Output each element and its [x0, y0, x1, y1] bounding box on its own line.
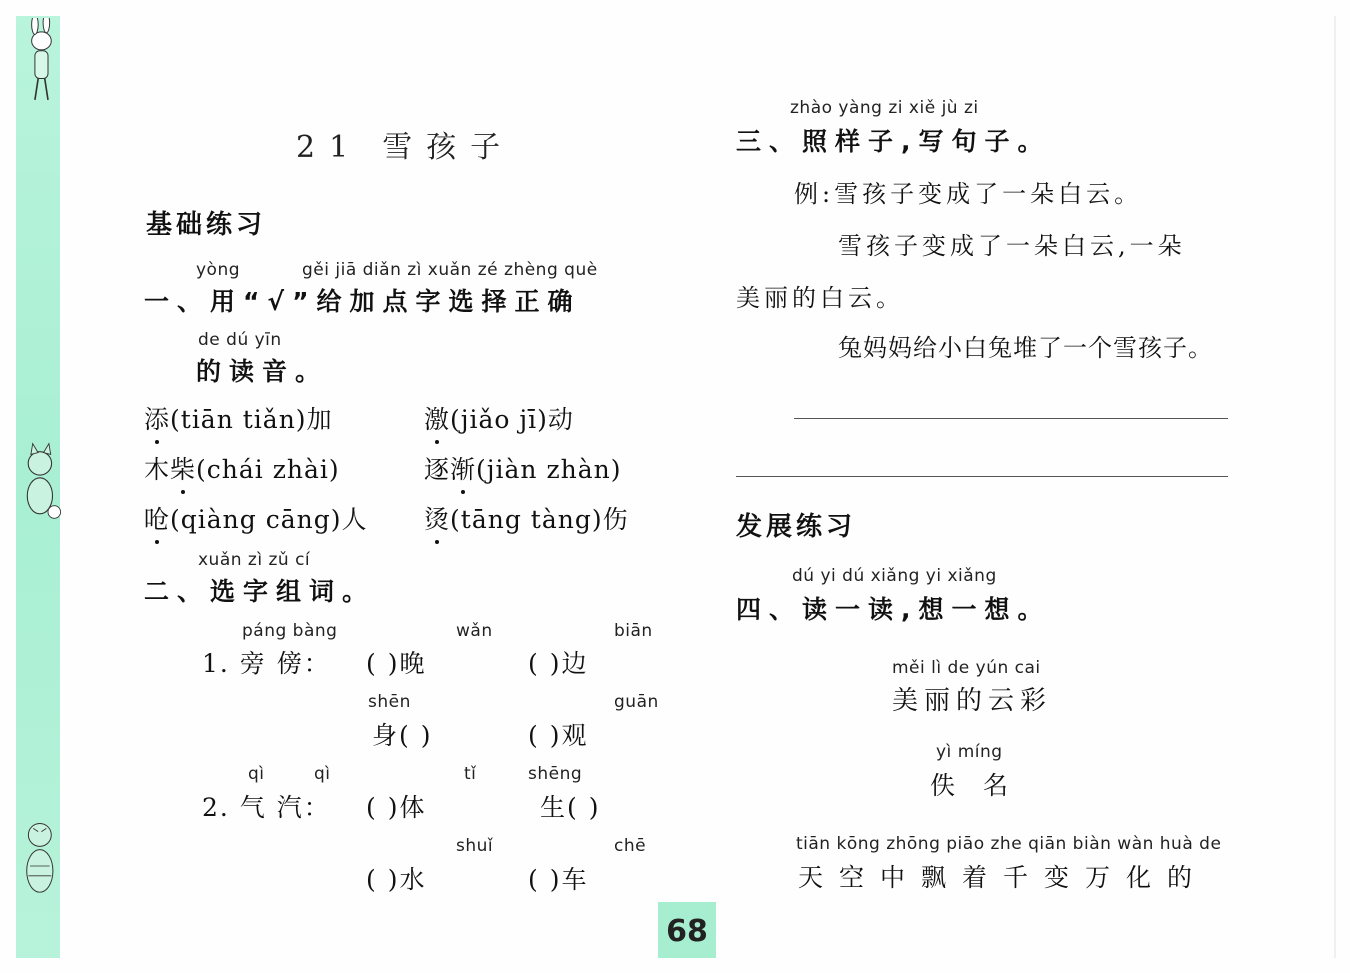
- q2-wan-pinyin: wǎn: [456, 621, 493, 641]
- poem-line1: 天空中飘着千变万化的: [798, 863, 1209, 892]
- cat-icon: [12, 440, 66, 530]
- poem-title: 美丽的云彩: [892, 686, 1053, 716]
- item-prefix: 逐: [424, 455, 451, 484]
- page-number: 68: [658, 902, 716, 958]
- q2-ti-pinyin: tǐ: [464, 764, 477, 784]
- q1-pinyin-line1: gěi jiā diǎn zì xuǎn zé zhèng què: [302, 260, 598, 280]
- item-options: (tiān tiǎn): [170, 405, 307, 434]
- q2-guan-blank: ( )观: [528, 721, 589, 750]
- q2-g2-label: 2. 气 汽：: [202, 793, 331, 822]
- q2-sheng-blank: 生( ): [540, 793, 601, 822]
- q2-qi2-pinyin: qì: [314, 764, 331, 784]
- dotted-char: 柴: [170, 450, 196, 486]
- q2-shen-pinyin: shēn: [368, 692, 411, 712]
- q2-g1-label: 1. 旁 傍：: [202, 649, 331, 678]
- q2-guan-pinyin: guān: [614, 692, 659, 712]
- develop-practice-heading: 发展练习: [736, 512, 857, 542]
- page-edge: [1334, 16, 1336, 958]
- q1-item-6: [424, 500, 629, 536]
- dotted-char: 渐: [450, 450, 476, 486]
- item-suffix: 加: [306, 405, 333, 434]
- q2-shui-pinyin: shuǐ: [456, 836, 494, 856]
- q1-item-3: [144, 450, 340, 486]
- lesson-title: [296, 122, 514, 166]
- lesson-name: 雪孩子: [382, 130, 515, 165]
- item-suffix: 动: [547, 405, 574, 434]
- poem-title-pinyin: měi lì de yún cai: [892, 658, 1041, 678]
- poem-author-pinyin: yì míng: [936, 742, 1003, 762]
- q2-bian-blank: ( )边: [528, 649, 589, 678]
- q1-prompt-line2: 的读音。: [196, 357, 329, 386]
- item-options: (chái zhài): [196, 455, 340, 484]
- q3-task-sentence: 兔妈妈给小白兔堆了一个雪孩子。: [838, 334, 1213, 362]
- answer-line-1: [794, 418, 1228, 419]
- dotted-char: 添: [144, 400, 170, 436]
- item-suffix: 伤: [602, 505, 629, 534]
- rabbit-icon: [12, 18, 66, 108]
- dotted-char: 烫: [424, 500, 450, 536]
- q3-prompt: 三、照样子,写句子。: [736, 127, 1051, 156]
- q3-example-label: 例:雪孩子变成了一朵白云。: [794, 180, 1143, 208]
- q1-prompt-line1: 一、用“√”给加点字选择正确: [144, 287, 581, 316]
- item-options: (jiǎo jī): [450, 405, 548, 434]
- lesson-number: 21: [296, 130, 363, 165]
- item-options: (qiàng cāng): [170, 505, 342, 534]
- q2-qi1-pinyin: qì: [248, 764, 265, 784]
- item-suffix: 人: [341, 505, 368, 534]
- q3-example-line2: 美丽的白云。: [736, 284, 904, 312]
- q2-prompt: 二、选字组词。: [144, 577, 376, 606]
- q2-che-pinyin: chē: [614, 836, 647, 856]
- q2-shen-blank: 身( ): [372, 721, 433, 750]
- poem-line1-pinyin: tiān kōng zhōng piāo zhe qiān biàn wàn huà de: [796, 834, 1222, 854]
- tiger-icon: [12, 812, 66, 902]
- dotted-char: 呛: [144, 500, 170, 536]
- q1-item-5: [144, 500, 368, 536]
- q2-shui-blank: ( )水: [366, 865, 427, 894]
- q3-example-line1: 雪孩子变成了一朵白云,一朵: [838, 232, 1186, 260]
- poem-author: 佚 名: [930, 771, 1018, 800]
- q2-bian-pinyin: biān: [614, 621, 653, 641]
- answer-line-2: [736, 476, 1228, 477]
- q4-pinyin: dú yi dú xiǎng yi xiǎng: [792, 566, 997, 586]
- q2-pinyin: xuǎn zì zǔ cí: [198, 550, 311, 570]
- q4-prompt: 四、读一读,想一想。: [736, 595, 1051, 624]
- item-prefix: 木: [144, 455, 171, 484]
- basic-practice-heading: 基础练习: [146, 210, 267, 240]
- q2-wan-blank: ( )晚: [366, 649, 427, 678]
- q1-pinyin-line2: de dú yīn: [198, 330, 282, 350]
- dotted-char: 激: [424, 400, 450, 436]
- q3-pinyin: zhào yàng zi xiě jù zi: [790, 98, 979, 118]
- item-options: (tāng tàng): [450, 505, 603, 534]
- q2-g1-pinyin: páng bàng: [242, 621, 338, 641]
- q1-item-4: [424, 450, 622, 486]
- q2-che-blank: ( )车: [528, 865, 589, 894]
- q1-item-1: [144, 400, 333, 436]
- item-options: (jiàn zhàn): [476, 455, 622, 484]
- q1-pinyin-yong: yòng: [196, 260, 241, 280]
- q2-ti-blank: ( )体: [366, 793, 427, 822]
- q1-item-2: [424, 400, 574, 436]
- q2-sheng-pinyin: shēng: [528, 764, 583, 784]
